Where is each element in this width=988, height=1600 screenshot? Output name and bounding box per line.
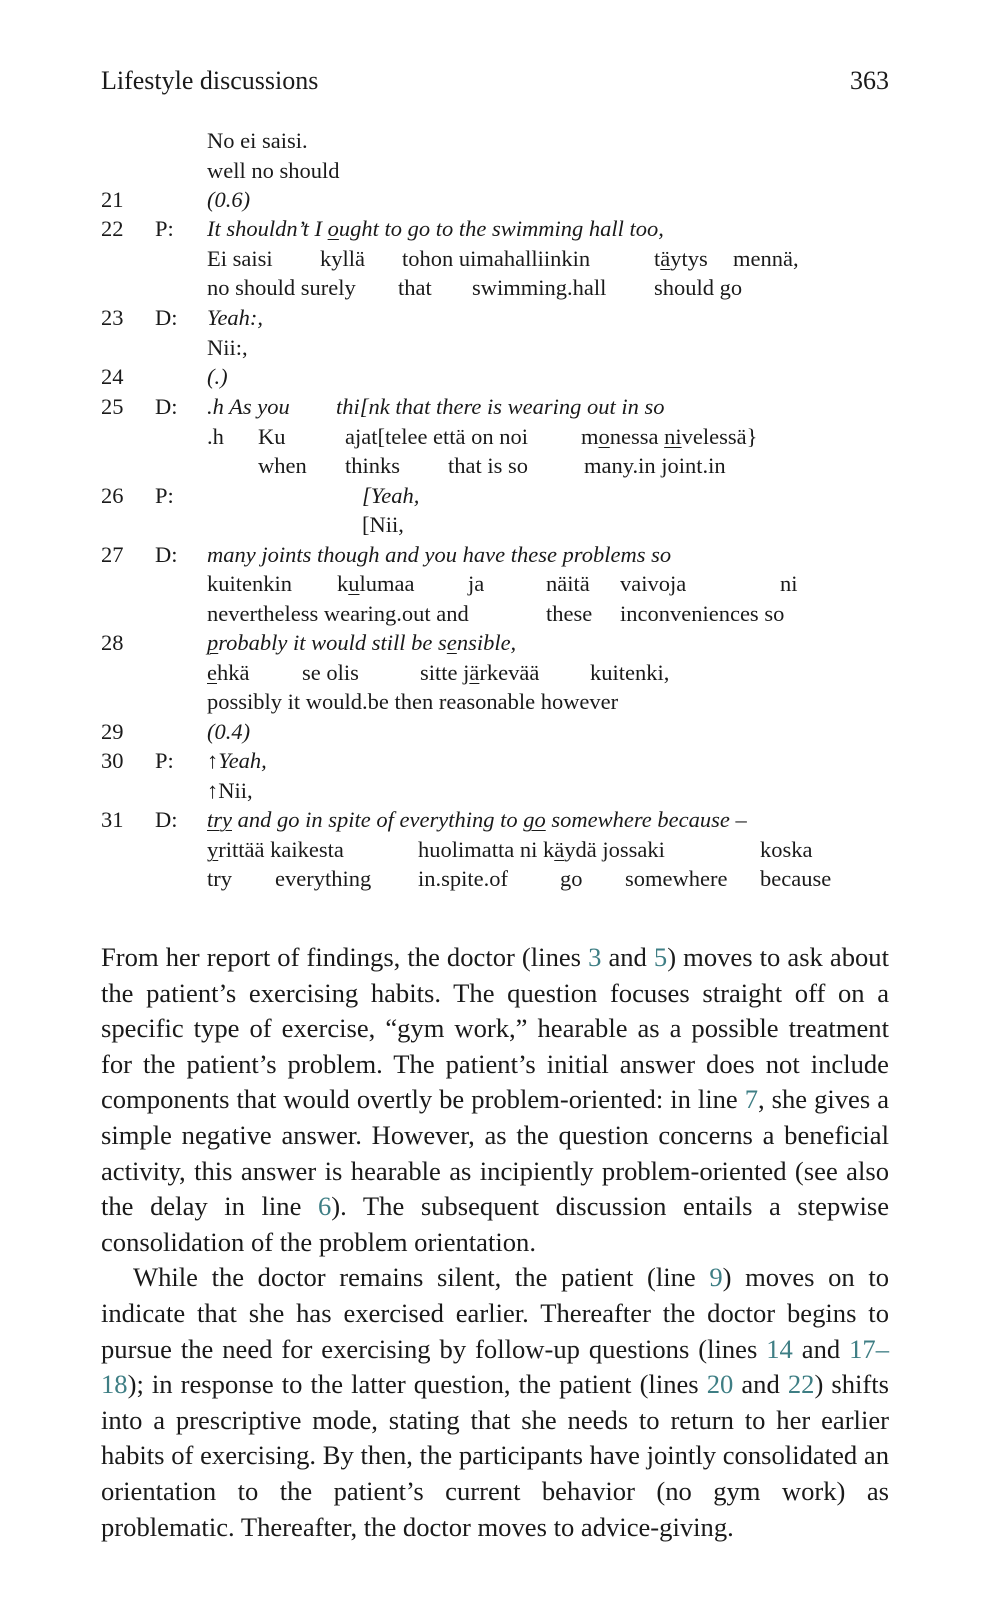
english-translation: It shouldn’t I ought to go to the swimming hall too,	[207, 216, 664, 241]
speaker-label: D:	[155, 305, 178, 330]
page-number: 363	[850, 66, 889, 95]
english-translation: thi[nk that there is wearing out in so	[336, 394, 665, 419]
paragraph: While the doctor remains silent, the patient (line 9) moves on to indicate that she has exercised earlier. Thereafter the doctor begins to pursue the need for exercising by follow-up questions (lines 14 and 17–18); in response to the latter question, the patient (lines 20 and 22) shifts into a prescriptive mode, stating that she needs to return to her earlier habits of exercising. By then, the participants have jointly consolidated an orientation to the patient’s current behavior (no gym work) as problematic. Thereafter, the doctor moves to advice-giving.	[101, 1262, 889, 1542]
english-translation: Yeah:,	[207, 305, 264, 330]
finnish-word: koska	[760, 837, 813, 862]
line-reference-link[interactable]: 20	[706, 1369, 734, 1400]
line-number: 26	[101, 483, 124, 508]
finnish-word: kuitenki,	[590, 660, 670, 685]
finnish-word: näitä	[546, 571, 590, 596]
finnish-word: kuitenkin	[207, 571, 292, 596]
gloss-word: nevertheless wearing.out and	[207, 601, 469, 626]
gloss-word: no should surely	[207, 275, 356, 300]
speaker-label: P:	[155, 216, 174, 241]
gloss-word: in.spite.of	[418, 866, 508, 891]
gloss-word: should go	[654, 275, 743, 300]
line-reference-link[interactable]: 9	[709, 1262, 723, 1293]
pause-marker: (.)	[207, 364, 228, 389]
finnish-word: täytys	[654, 246, 708, 271]
gloss-word: go	[560, 866, 583, 891]
finnish-word: ni	[780, 571, 798, 596]
line-reference-link[interactable]: 17–18	[101, 1333, 889, 1400]
speaker-label: P:	[155, 483, 174, 508]
finnish-line: Nii:,	[207, 335, 248, 360]
line-reference-link[interactable]: 14	[766, 1333, 793, 1364]
finnish-word: Ei saisi	[207, 246, 273, 271]
line-number: 28	[101, 630, 124, 655]
line-reference-link[interactable]: 6	[318, 1191, 332, 1222]
line-number: 23	[101, 305, 124, 330]
english-translation: probably it would still be sensible,	[207, 630, 517, 655]
line-number: 25	[101, 394, 124, 419]
gloss-word: try	[207, 866, 232, 891]
finnish-line: [Nii,	[362, 512, 404, 537]
finnish-word: ja	[468, 571, 485, 596]
gloss-word: when	[258, 453, 307, 478]
finnish-word: ehkä	[207, 660, 250, 685]
gloss-word: because	[760, 866, 832, 891]
finnish-word: kulumaa	[337, 571, 415, 596]
line-reference-link[interactable]: 7	[744, 1084, 759, 1115]
line-reference-link[interactable]: 3	[588, 942, 602, 972]
gloss-word: everything	[275, 866, 372, 891]
line-number: 27	[101, 542, 124, 567]
finnish-line: ↑Nii,	[207, 778, 253, 803]
speaker-label: P:	[155, 748, 174, 773]
english-translation: [Yeah,	[362, 483, 420, 508]
finnish-word: .h	[207, 424, 224, 449]
body-text	[101, 940, 889, 1545]
gloss-line: well no should	[207, 158, 340, 183]
pause-marker: (0.6)	[207, 187, 251, 212]
gloss-word: many.in joint.in	[584, 453, 726, 478]
line-number: 31	[101, 807, 124, 832]
gloss-word: inconveniences so	[620, 601, 785, 626]
finnish-word: se olis	[302, 660, 359, 685]
line-number: 30	[101, 748, 124, 773]
line-number: 24	[101, 364, 124, 389]
gloss-word: that	[398, 275, 432, 300]
finnish-word: tohon uimahalliinkin	[402, 246, 591, 271]
gloss-word: swimming.hall	[472, 275, 607, 300]
running-title: Lifestyle discussions	[101, 66, 319, 95]
pause-marker: (0.4)	[207, 719, 251, 744]
finnish-word: sitte järkevää	[420, 660, 540, 685]
line-number: 29	[101, 719, 124, 744]
english-translation: .h As you	[207, 394, 290, 419]
english-translation: try and go in spite of everything to go somewhere because –	[207, 807, 747, 832]
line-reference-link[interactable]: 5	[653, 942, 668, 972]
finnish-word: yrittää kaikesta	[207, 837, 344, 862]
finnish-word: Ku	[258, 424, 286, 449]
finnish-word: vaivoja	[620, 571, 687, 596]
finnish-line: No ei saisi.	[207, 128, 308, 153]
gloss-word: thinks	[345, 453, 401, 478]
gloss-line: possibly it would.be then reasonable however	[207, 689, 619, 714]
speaker-label: D:	[155, 394, 178, 419]
speaker-label: D:	[155, 807, 178, 832]
gloss-word: that is so	[448, 453, 529, 478]
finnish-word: ajat[telee että on noi	[345, 424, 529, 449]
finnish-word: mennä,	[733, 246, 799, 271]
finnish-word: huolimatta ni käydä jossaki	[418, 837, 665, 862]
speaker-label: D:	[155, 542, 178, 567]
gloss-word: somewhere	[625, 866, 728, 891]
paragraph: From her report of findings, the doctor (lines 3 and 5) moves to ask about the patient’s exercising habits. The question focuses straight off on a specific type of exercise, “gym work,” hearable as a possible treatment for the patient’s problem. The patient’s initial answer does not include components that would overtly be problem-oriented: in line 7, she gives a simple negative answer. However, as the question concerns a beneficial activity, this answer is hearable as incipiently problem-oriented (see also the delay in line 6). The subsequent discussion entails a stepwise consolidation of the problem orientation.	[101, 942, 889, 1257]
line-number: 21	[101, 187, 124, 212]
english-translation: many joints though and you have these problems so	[207, 542, 672, 567]
gloss-word: these	[546, 601, 593, 626]
finnish-word: monessa nivelessä}	[581, 424, 758, 449]
finnish-word: kyllä	[320, 246, 365, 271]
line-number: 22	[101, 216, 124, 241]
english-translation: ↑Yeah,	[207, 748, 267, 773]
line-reference-link[interactable]: 22	[787, 1369, 815, 1400]
